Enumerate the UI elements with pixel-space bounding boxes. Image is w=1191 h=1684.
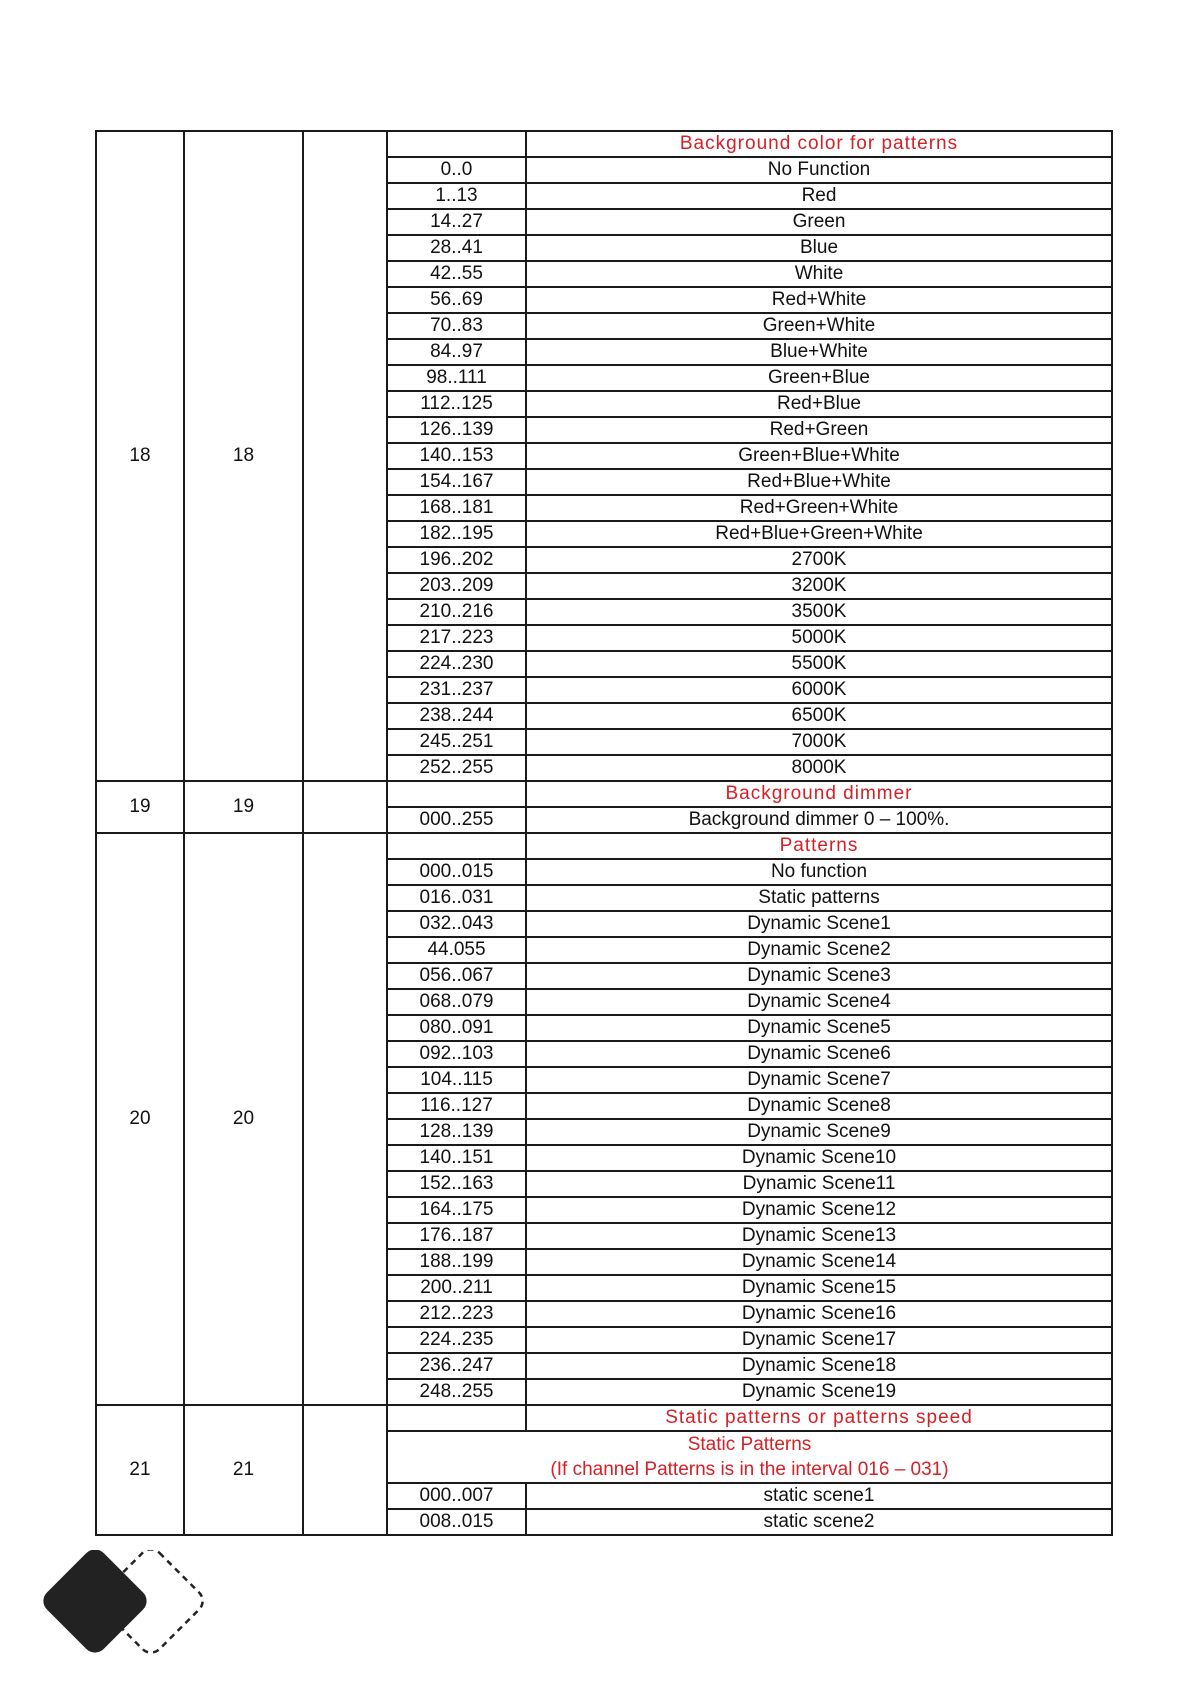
dmx-value-range: 188..199 bbox=[387, 1249, 526, 1275]
channel-number-b: 21 bbox=[184, 1405, 303, 1535]
function-description: Blue+White bbox=[526, 339, 1112, 365]
function-description: Red+Blue+Green+White bbox=[526, 521, 1112, 547]
dmx-value-range: 182..195 bbox=[387, 521, 526, 547]
function-description: Dynamic Scene1 bbox=[526, 911, 1112, 937]
dmx-value-range: 84..97 bbox=[387, 339, 526, 365]
function-description: static scene1 bbox=[526, 1483, 1112, 1509]
function-description: Red bbox=[526, 183, 1112, 209]
function-description: Dynamic Scene11 bbox=[526, 1171, 1112, 1197]
channel-number-a: 20 bbox=[96, 833, 184, 1405]
dmx-value-range: 224..235 bbox=[387, 1327, 526, 1353]
function-description: 6000K bbox=[526, 677, 1112, 703]
section-header-row bbox=[96, 833, 1112, 859]
function-description: Static patterns bbox=[526, 885, 1112, 911]
function-description: 2700K bbox=[526, 547, 1112, 573]
empty-range-cell bbox=[387, 1405, 526, 1431]
dmx-value-range: 008..015 bbox=[387, 1509, 526, 1535]
dmx-value-range: 224..230 bbox=[387, 651, 526, 677]
dmx-value-range: 000..015 bbox=[387, 859, 526, 885]
dmx-value-range: 252..255 bbox=[387, 755, 526, 781]
section-header-row bbox=[96, 1405, 1112, 1431]
dmx-value-range: 70..83 bbox=[387, 313, 526, 339]
section-header: Static patterns or patterns speed bbox=[526, 1405, 1112, 1431]
section-header: Patterns bbox=[526, 833, 1112, 859]
function-description: Red+Blue+White bbox=[526, 469, 1112, 495]
channel-number-a: 21 bbox=[96, 1405, 184, 1535]
dmx-value-range: 068..079 bbox=[387, 989, 526, 1015]
function-description: 5500K bbox=[526, 651, 1112, 677]
function-description: Red+White bbox=[526, 287, 1112, 313]
dmx-value-range: 56..69 bbox=[387, 287, 526, 313]
section-subheader bbox=[387, 1431, 1112, 1483]
function-description: Red+Green+White bbox=[526, 495, 1112, 521]
dmx-value-range: 44.055 bbox=[387, 937, 526, 963]
dmx-value-range: 203..209 bbox=[387, 573, 526, 599]
function-description: Dynamic Scene9 bbox=[526, 1119, 1112, 1145]
function-description: Dynamic Scene15 bbox=[526, 1275, 1112, 1301]
channel-number-b: 20 bbox=[184, 833, 303, 1405]
dmx-value-range: 231..237 bbox=[387, 677, 526, 703]
dmx-value-range: 112..125 bbox=[387, 391, 526, 417]
subheader-note: (If channel Patterns is in the interval 016 – 031) bbox=[550, 1459, 949, 1480]
empty-range-cell bbox=[387, 833, 526, 859]
function-description: Dynamic Scene13 bbox=[526, 1223, 1112, 1249]
dmx-value-range: 140..153 bbox=[387, 443, 526, 469]
function-description: Dynamic Scene7 bbox=[526, 1067, 1112, 1093]
channel-number-a: 18 bbox=[96, 131, 184, 781]
section-header: Background color for patterns bbox=[526, 131, 1112, 157]
section-header: Background dimmer bbox=[526, 781, 1112, 807]
function-description: Dynamic Scene16 bbox=[526, 1301, 1112, 1327]
empty-column-cell bbox=[303, 1405, 387, 1535]
dmx-value-range: 0..0 bbox=[387, 157, 526, 183]
channel-number-a: 19 bbox=[96, 781, 184, 833]
function-description: Dynamic Scene10 bbox=[526, 1145, 1112, 1171]
dmx-value-range: 164..175 bbox=[387, 1197, 526, 1223]
dmx-value-range: 128..139 bbox=[387, 1119, 526, 1145]
dmx-value-range: 140..151 bbox=[387, 1145, 526, 1171]
dmx-value-range: 196..202 bbox=[387, 547, 526, 573]
section-header-row bbox=[96, 131, 1112, 157]
dmx-value-range: 238..244 bbox=[387, 703, 526, 729]
function-description: Dynamic Scene12 bbox=[526, 1197, 1112, 1223]
dmx-value-range: 154..167 bbox=[387, 469, 526, 495]
function-description: 8000K bbox=[526, 755, 1112, 781]
dmx-value-range: 42..55 bbox=[387, 261, 526, 287]
dmx-value-range: 126..139 bbox=[387, 417, 526, 443]
dmx-value-range: 236..247 bbox=[387, 1353, 526, 1379]
section-header-row bbox=[96, 781, 1112, 807]
empty-range-cell bbox=[387, 781, 526, 807]
function-description: Green+White bbox=[526, 313, 1112, 339]
channel-number-b: 19 bbox=[184, 781, 303, 833]
function-description: Dynamic Scene17 bbox=[526, 1327, 1112, 1353]
function-description: Dynamic Scene8 bbox=[526, 1093, 1112, 1119]
empty-column-cell bbox=[303, 833, 387, 1405]
function-description: Dynamic Scene4 bbox=[526, 989, 1112, 1015]
dmx-value-range: 016..031 bbox=[387, 885, 526, 911]
function-description: 3500K bbox=[526, 599, 1112, 625]
channel-number-b: 18 bbox=[184, 131, 303, 781]
empty-range-cell bbox=[387, 131, 526, 157]
dmx-value-range: 212..223 bbox=[387, 1301, 526, 1327]
dmx-value-range: 28..41 bbox=[387, 235, 526, 261]
function-description: Green+Blue bbox=[526, 365, 1112, 391]
function-description: 7000K bbox=[526, 729, 1112, 755]
function-description: Background dimmer 0 – 100%. bbox=[526, 807, 1112, 833]
function-description: Green+Blue+White bbox=[526, 443, 1112, 469]
dmx-value-range: 116..127 bbox=[387, 1093, 526, 1119]
dmx-value-range: 092..103 bbox=[387, 1041, 526, 1067]
function-description: Red+Green bbox=[526, 417, 1112, 443]
function-description: Dynamic Scene2 bbox=[526, 937, 1112, 963]
function-description: static scene2 bbox=[526, 1509, 1112, 1535]
dmx-value-range: 032..043 bbox=[387, 911, 526, 937]
function-description: Dynamic Scene18 bbox=[526, 1353, 1112, 1379]
function-description: 6500K bbox=[526, 703, 1112, 729]
dmx-channel-table bbox=[95, 130, 1113, 1536]
function-description: Dynamic Scene6 bbox=[526, 1041, 1112, 1067]
dmx-value-range: 000..007 bbox=[387, 1483, 526, 1509]
dmx-value-range: 104..115 bbox=[387, 1067, 526, 1093]
dmx-value-range: 245..251 bbox=[387, 729, 526, 755]
function-description: Dynamic Scene5 bbox=[526, 1015, 1112, 1041]
dmx-value-range: 200..211 bbox=[387, 1275, 526, 1301]
dmx-value-range: 056..067 bbox=[387, 963, 526, 989]
dmx-value-range: 152..163 bbox=[387, 1171, 526, 1197]
function-description: Dynamic Scene3 bbox=[526, 963, 1112, 989]
function-description: No function bbox=[526, 859, 1112, 885]
function-description: Dynamic Scene14 bbox=[526, 1249, 1112, 1275]
dmx-value-range: 080..091 bbox=[387, 1015, 526, 1041]
function-description: Dynamic Scene19 bbox=[526, 1379, 1112, 1405]
subheader-title: Static Patterns bbox=[687, 1434, 812, 1455]
dmx-value-range: 14..27 bbox=[387, 209, 526, 235]
function-description: Blue bbox=[526, 235, 1112, 261]
dmx-value-range: 248..255 bbox=[387, 1379, 526, 1405]
dmx-value-range: 1..13 bbox=[387, 183, 526, 209]
dmx-value-range: 000..255 bbox=[387, 807, 526, 833]
function-description: No Function bbox=[526, 157, 1112, 183]
function-description: Green bbox=[526, 209, 1112, 235]
function-description: 5000K bbox=[526, 625, 1112, 651]
function-description: 3200K bbox=[526, 573, 1112, 599]
empty-column-cell bbox=[303, 781, 387, 833]
double-diamond-logo-icon bbox=[28, 1550, 238, 1670]
function-description: Red+Blue bbox=[526, 391, 1112, 417]
dmx-value-range: 176..187 bbox=[387, 1223, 526, 1249]
empty-column-cell bbox=[303, 131, 387, 781]
dmx-value-range: 217..223 bbox=[387, 625, 526, 651]
dmx-value-range: 98..111 bbox=[387, 365, 526, 391]
dmx-value-range: 168..181 bbox=[387, 495, 526, 521]
dmx-value-range: 210..216 bbox=[387, 599, 526, 625]
function-description: White bbox=[526, 261, 1112, 287]
